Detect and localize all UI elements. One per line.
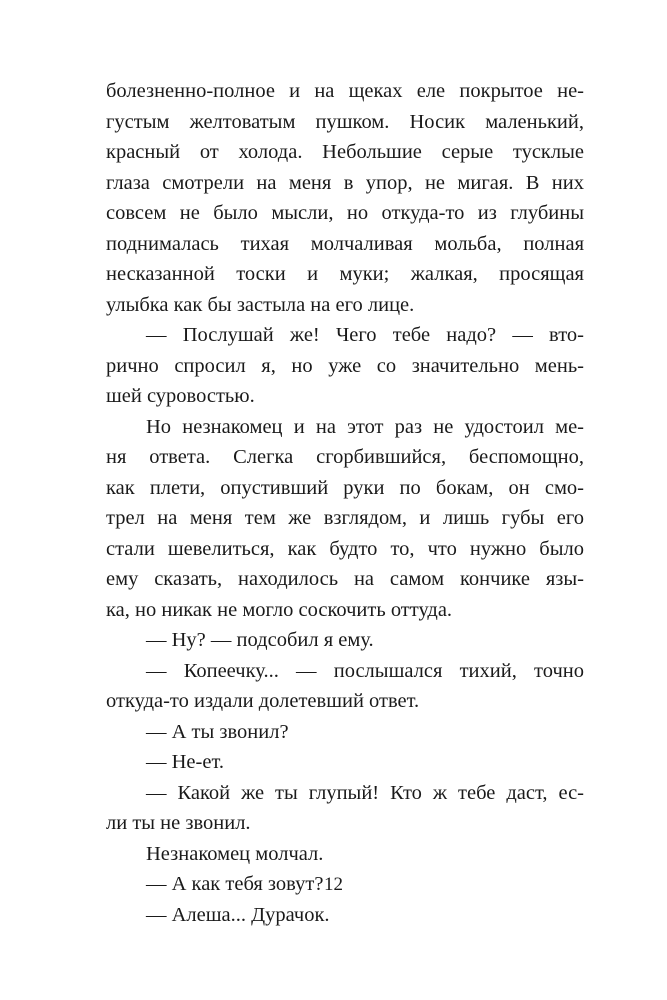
text-line: — Какой же ты глупый! Кто ж тебе даст, ес- [146,781,584,804]
text-line: Но незнакомец и на этот раз не удостоил ме- [146,415,584,438]
text-line: — Копеечку... — послышался тихий, точно [146,659,584,682]
text-line: ему сказать, находилось на самом кончике язы- [106,568,584,590]
text-line: трел на меня тем же взглядом, и лишь губы его [106,507,584,529]
text-line: глаза смотрели на меня в упор, не мигая. В них [106,171,584,194]
text-line: ня ответа. Слегка сгорбившийся, беспомощно, [106,446,584,468]
text-line: — Послушай же! Чего тебе надо? — вто- [146,324,584,346]
text-line: — Ну? — подсобил я ему. [146,629,374,651]
body-text [106,76,584,930]
text-line: — Алеша... Дурачок. [146,903,330,926]
text-line: шей суровостью. [106,385,255,407]
text-line: — А как тебя зовут? [146,873,324,895]
text-line: ка, но никак не могло соскочить оттуда. [106,598,453,621]
page-number: 12 [324,874,343,895]
text-line: совсем не было мысли, но откуда-то из глубины [106,202,584,224]
text-line: Незнакомец молчал. [146,842,324,865]
text-line: поднималась тихая молчаливая мольба, полная [106,232,584,255]
text-line: как плети, опустивший руки по бокам, он смо- [106,476,584,499]
text-line: — Не-ет. [146,751,224,773]
text-line: густым желтоватым пушком. Носик маленький, [106,110,584,133]
text-line: болезненно-полное и на щеках еле покрытое не- [106,80,584,102]
text-line: ли ты не звонил. [106,812,251,834]
text-line: стали шевелиться, как будто то, что нужно было [106,537,584,560]
text-line: откуда-то издали долетевший ответ. [106,690,420,712]
text-line: рично спросил я, но уже со значительно мень- [106,354,584,377]
text-line: несказанной тоски и муки; жалкая, просящая [106,263,584,285]
text-line: улыбка как бы застыла на его лице. [106,293,415,316]
text-line: красный от холода. Небольшие серые тусклые [106,141,584,163]
text-line: — А ты звонил? [146,720,289,743]
